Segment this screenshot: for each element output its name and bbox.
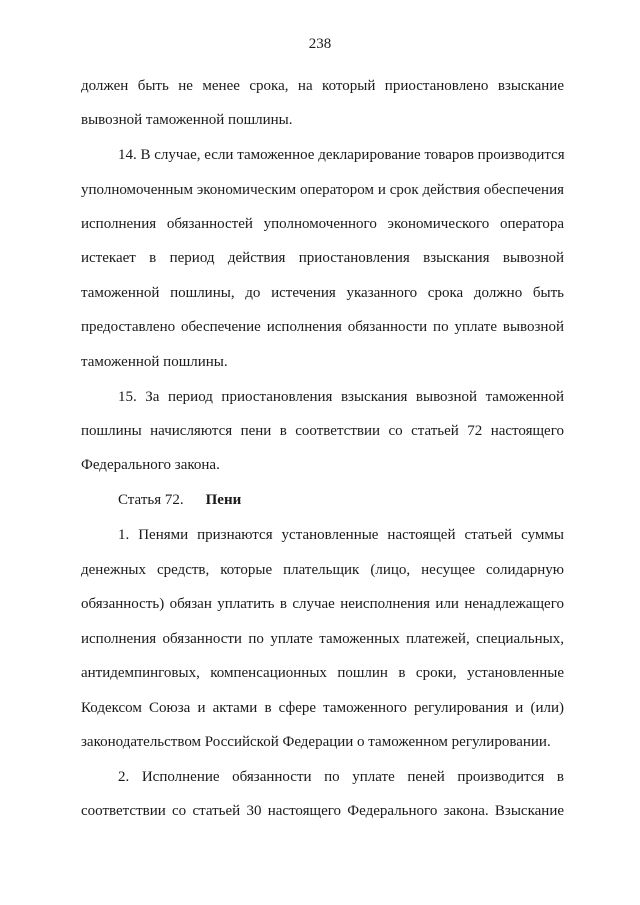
text-line: истекает в период действия приостановления взыскания вывозной bbox=[81, 250, 564, 266]
text-line: антидемпинговых, компенсационных пошлин в сроки, установленные bbox=[81, 665, 564, 681]
text-line: пошлины начисляются пени в соответствии со статьей 72 настоящего bbox=[81, 423, 564, 439]
text-line: обязанность) обязан уплатить в случае неисполнения или ненадлежащего bbox=[81, 596, 564, 612]
text-line: уполномоченным экономическим оператором и срок действия обеспечения bbox=[81, 182, 564, 198]
article-number: Статья 72. bbox=[118, 492, 184, 508]
text-line: Федерального закона. bbox=[81, 457, 220, 473]
article-heading bbox=[118, 491, 241, 509]
paragraph-start-line: 14. В случае, если таможенное декларирование товаров производится bbox=[118, 147, 565, 163]
article-title: Пени bbox=[205, 492, 242, 508]
paragraph-start-line: 15. За период приостановления взыскания вывозной таможенной bbox=[118, 389, 564, 405]
text-line: соответствии со статьей 30 настоящего Федерального закона. Взыскание bbox=[81, 803, 564, 819]
text-line: законодательством Российской Федерации о таможенном регулировании. bbox=[81, 734, 551, 750]
text-line: исполнения обязанности по уплате таможенных платежей, специальных, bbox=[81, 631, 564, 647]
page-number: 238 bbox=[308, 36, 332, 52]
text-line: исполнения обязанностей уполномоченного экономического оператора bbox=[81, 216, 564, 232]
text-line: должен быть не менее срока, на который приостановлено взыскание bbox=[81, 78, 564, 94]
paragraph-start-line: 2. Исполнение обязанности по уплате пеней производится в bbox=[118, 769, 564, 785]
text-line: Кодексом Союза и актами в сфере таможенного регулирования и (или) bbox=[81, 700, 564, 716]
text-line: таможенной пошлины. bbox=[81, 354, 228, 370]
text-line: вывозной таможенной пошлины. bbox=[81, 112, 293, 128]
text-line: денежных средств, которые плательщик (лицо, несущее солидарную bbox=[81, 562, 564, 578]
text-line: таможенной пошлины, до истечения указанного срока должно быть bbox=[81, 285, 564, 301]
text-line: предоставлено обеспечение исполнения обязанности по уплате вывозной bbox=[81, 319, 564, 335]
paragraph-start-line: 1. Пенями признаются установленные настоящей статьей суммы bbox=[118, 527, 564, 543]
